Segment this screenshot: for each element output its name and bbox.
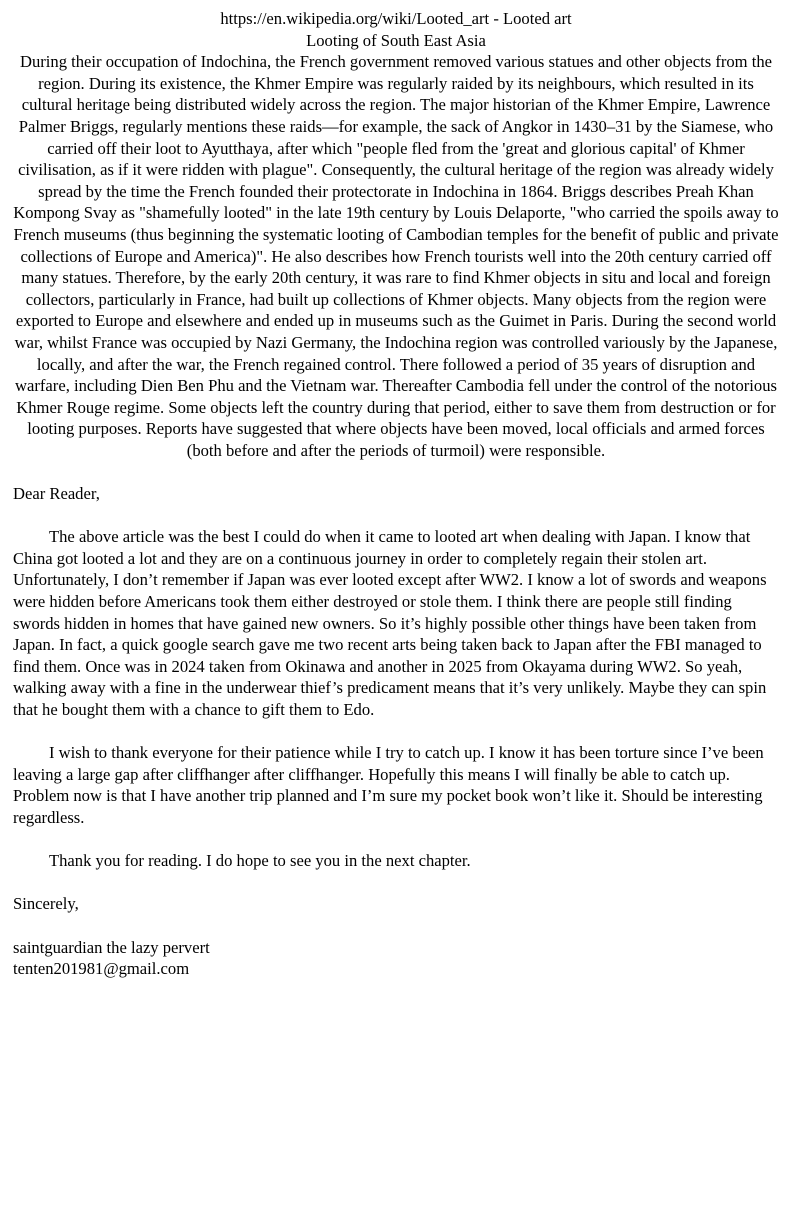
letter-paragraph-3: Thank you for reading. I do hope to see you in the next chapter. xyxy=(49,851,471,871)
article-title: Looted art xyxy=(503,9,572,28)
letter-greeting: Dear Reader, xyxy=(13,484,100,504)
article-body: During their occupation of Indochina, the French government removed various statues and other objects from the region. During its existence, the Khmer Empire was regularly raided by its neighbours, which resulted in its cultural heritage being distributed widely across the region. The major historian of the Khmer Empire, Lawrence Palmer Briggs, regularly mentions these raids—for example, the sack of Angkor in 1430–31 by the Siamese, who carried off their loot to Ayutthaya, after which "people fled from the 'great and glorious capital' of Khmer civilisation, as if it were ridden with plague". Consequently, the cultural heritage of the region was already widely spread by the time the French founded their protectorate in Indochina in 1864. Briggs describes Preah Khan Kompong Svay as "shamefully looted" in the late 19th century by Louis Delaporte, "who carried the spoils away to French museums (thus beginning the systematic looting of Cambodian temples for the benefit of public and private collections of Europe and America)". He also describes how French tourists well into the 20th century carried off many statues. Therefore, by the early 20th century, it was rare to find Khmer objects in situ and local and foreign collectors, particularly in France, had built up collections of Khmer objects. Many objects from the region were exported to Europe and elsewhere and ended up in museums such as the Guimet in Paris. During the second world war, whilst France was occupied by Nazi Germany, the Indochina region was controlled variously by the Japanese, locally, and after the war, the French regained control. There followed a period of 35 years of disruption and warfare, including Dien Ben Phu and the Vietnam war. Thereafter Cambodia fell under the control of the notorious Khmer Rouge regime. Some objects left the country during that period, either to save them from destruction or for looting purposes. Reports have suggested that where objects have been moved, local officials and armed forces (both before and after the periods of turmoil) were responsible. xyxy=(13,52,779,460)
letter-paragraph-1: The above article was the best I could do when it came to looted art when dealing with Japan. I know that China got looted a lot and they are on a continuous journey in order to completely regain their stolen art. Unfortunately, I don’t remember if Japan was ever looted except after WW2. I know a lot of swords and weapons were hidden before Americans took them either destroyed or stole them. I think there are people still finding swords hidden in homes that have gained new owners. So it’s highly possible other things have been taken from Japan. In fact, a quick google search gave me two recent arts being taken back to Japan after the FBI managed to find them. Once was in 2024 taken from Okinawa and another in 2025 from Okayama during WW2. So yeah, walking away with a fine in the underwear thief’s predicament means that it’s very unlikely. Maybe they can spin that he bought them with a chance to gift them to Edo. xyxy=(13,527,767,719)
spacer xyxy=(13,721,779,743)
section-title: Looting of South East Asia xyxy=(306,30,486,50)
source-header xyxy=(13,8,779,51)
letter-closing: Sincerely, xyxy=(13,894,79,914)
source-separator: - xyxy=(489,9,503,28)
spacer xyxy=(13,461,779,483)
source-url-link[interactable]: https://en.wikipedia.org/wiki/Looted_art xyxy=(220,9,490,28)
letter-paragraph-2: I wish to thank everyone for their patience while I try to catch up. I know it has been torture since I’ve been leaving a large gap after cliffhanger after cliffhanger. Hopefully this means I will finally be able to catch up. Problem now is that I have another trip planned and I’m sure my pocket book won’t like it. Should be interesting regardless. xyxy=(13,743,764,827)
spacer xyxy=(13,829,779,851)
source-line xyxy=(13,8,779,30)
spacer xyxy=(13,915,779,937)
signature-email: tenten201981@gmail.com xyxy=(13,959,190,979)
signature-name: saintguardian the lazy pervert xyxy=(13,937,210,957)
spacer xyxy=(13,505,779,527)
spacer xyxy=(13,872,779,894)
